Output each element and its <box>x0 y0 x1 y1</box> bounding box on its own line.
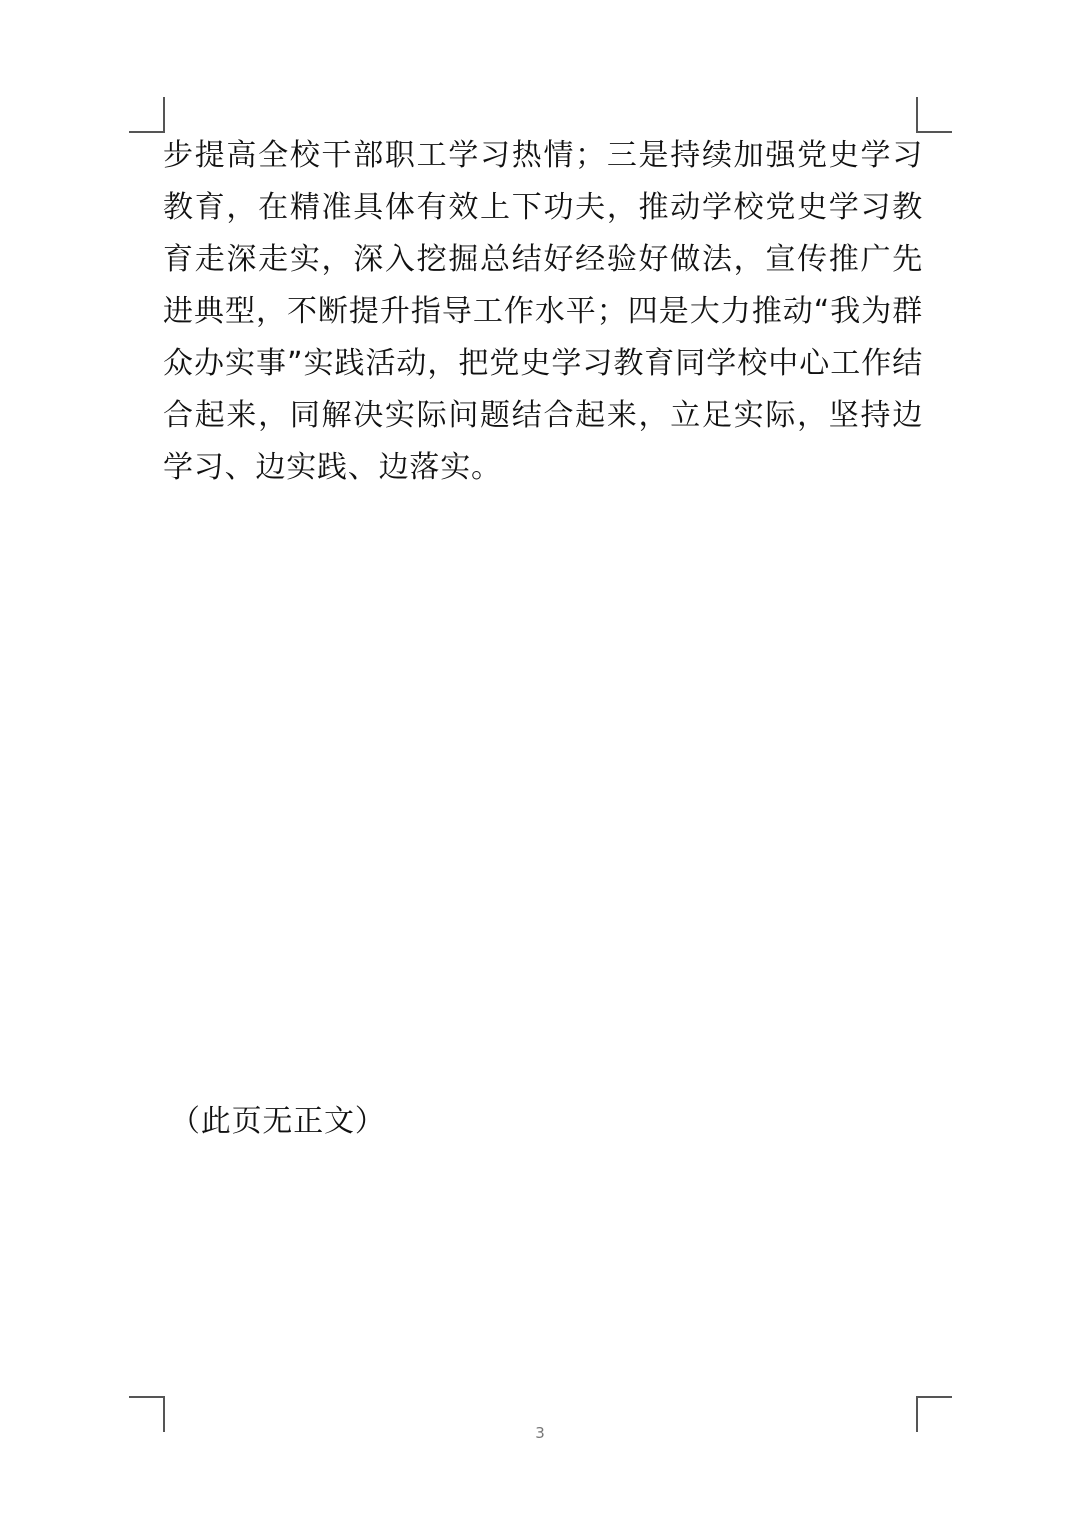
blank-page-note: （此页无正文） <box>170 1104 386 1139</box>
crop-mark-top-right <box>916 97 952 133</box>
body-paragraph: 步提高全校干部职工学习热情；三是持续加强党史学习教育，在精准具体有效上下功夫，推动学校党史学习教育走深走实，深入挖掘总结好经验好做法，宣传推广先进典型，不断提升指导工作水平；四是大力推动“我为群众办实事”实践活动，把党史学习教育同学校中心工作结合起来，同解决实际问题结合起来，立足实际，坚持边学习、边实践、边落实。 <box>163 138 923 485</box>
crop-mark-bottom-left <box>129 1396 165 1432</box>
crop-mark-top-left <box>129 97 165 133</box>
page-number: 3 <box>535 1424 545 1442</box>
crop-mark-bottom-right <box>916 1396 952 1432</box>
